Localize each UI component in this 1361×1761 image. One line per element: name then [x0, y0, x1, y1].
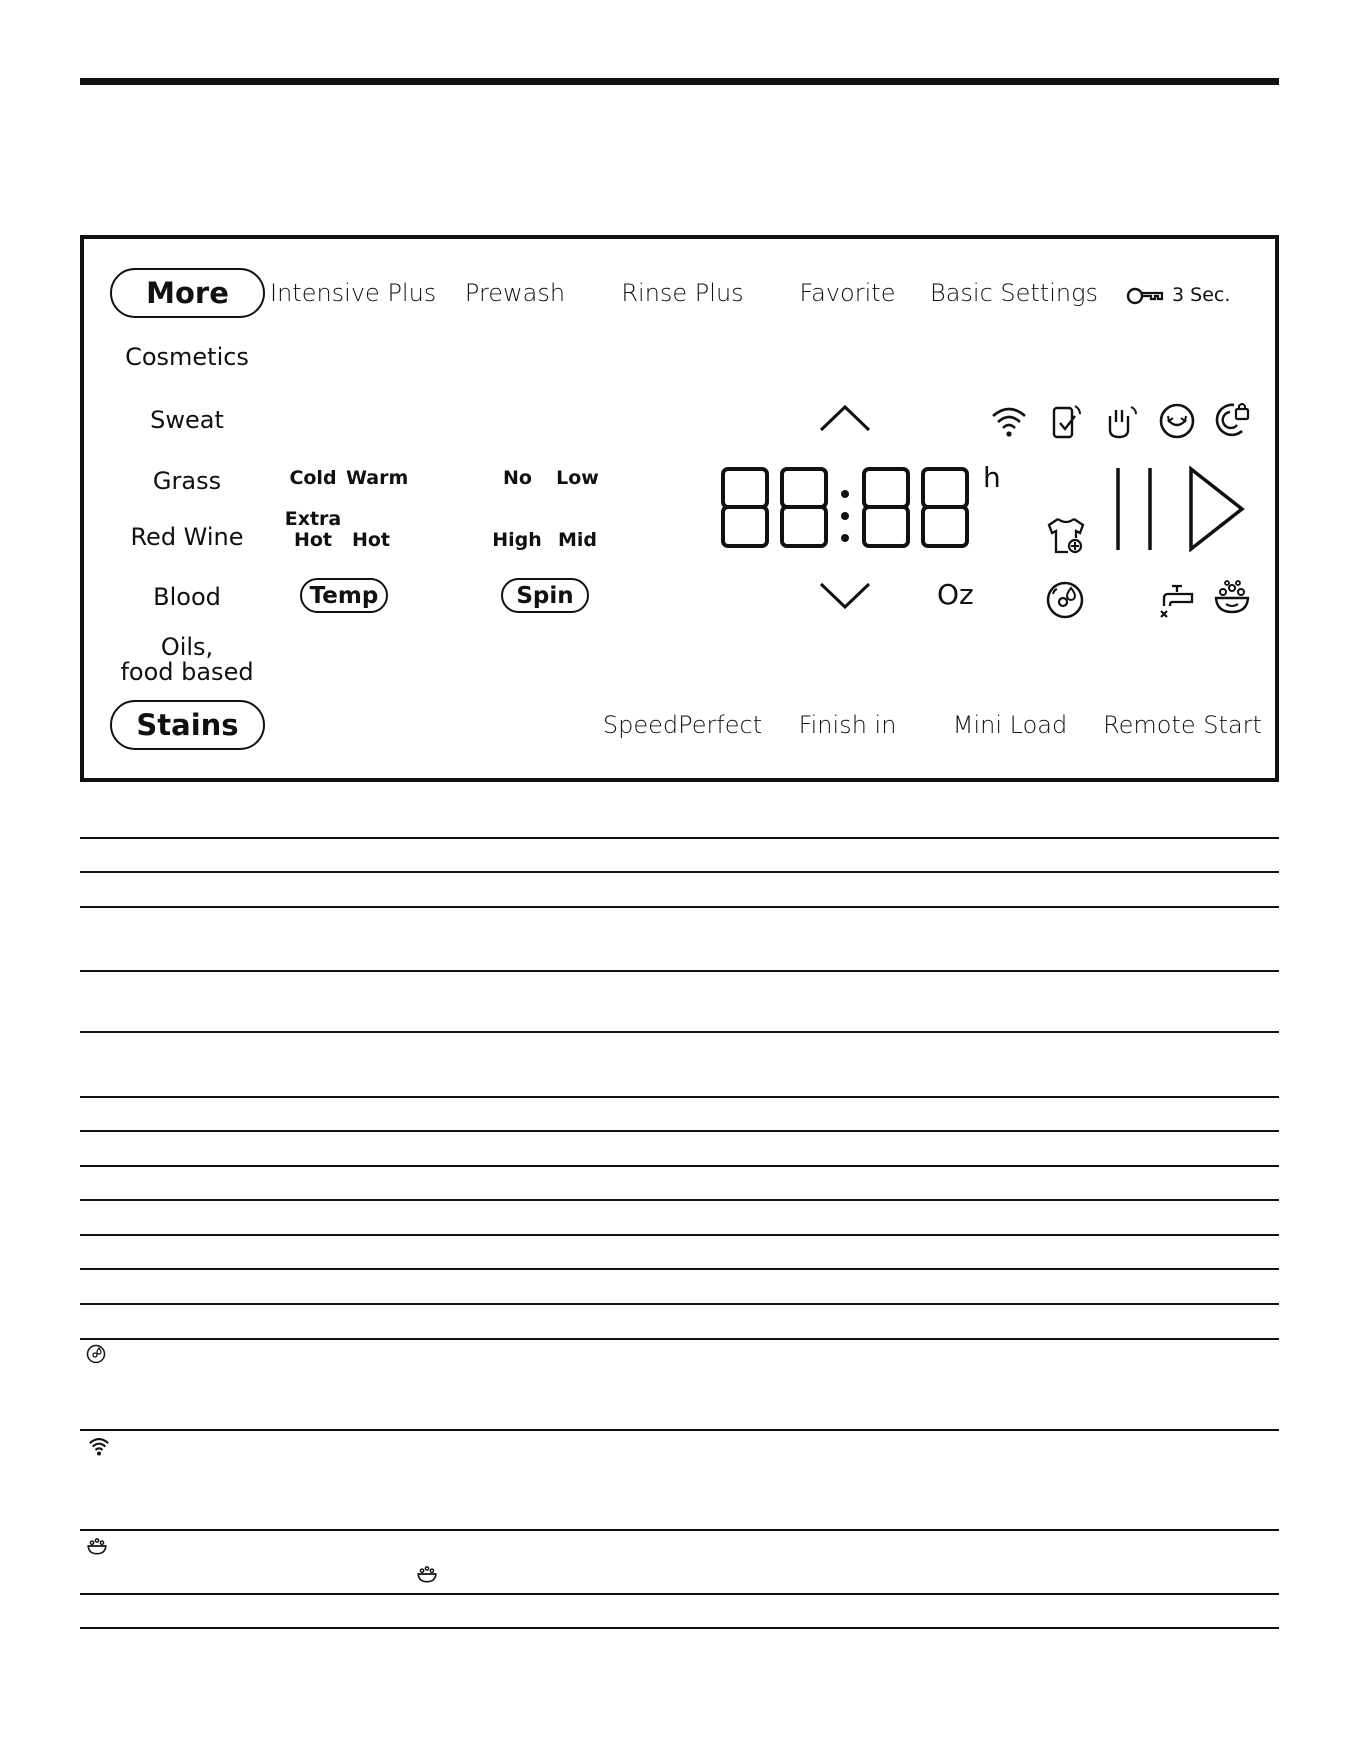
table-rule: [80, 1031, 1279, 1033]
table-rule: [80, 1234, 1279, 1236]
table-rule: [80, 1165, 1279, 1167]
hour-unit: h: [983, 461, 1001, 494]
stain-oils-line1[interactable]: Oils,: [160, 633, 214, 661]
down-arrow-icon[interactable]: [818, 581, 872, 611]
stain-cosmetics[interactable]: Cosmetics: [125, 343, 249, 371]
pause-icon[interactable]: [1110, 466, 1158, 552]
table-rule: [80, 1268, 1279, 1270]
digit-4: [923, 469, 967, 546]
option-speedperfect[interactable]: SpeedPerfect: [602, 711, 763, 739]
spin-high: High: [492, 529, 542, 551]
table-rule: [80, 1303, 1279, 1305]
drum-clean-bubbles-icon: [86, 1535, 108, 1557]
temp-button[interactable]: Temp: [300, 578, 388, 613]
key-icon: [1126, 285, 1164, 307]
table-rule: [80, 1338, 1279, 1340]
table-rule: [80, 1593, 1279, 1595]
wifi-icon: [990, 404, 1028, 438]
up-arrow-icon[interactable]: [818, 403, 872, 433]
option-finish-in[interactable]: Finish in: [798, 711, 897, 739]
temp-hot: Hot: [351, 529, 391, 551]
stain-oils-line2[interactable]: food based: [120, 658, 254, 686]
table-rule: [80, 970, 1279, 972]
table-rule: [80, 837, 1279, 839]
option-mini-load[interactable]: Mini Load: [952, 711, 1068, 739]
detergent-icon: [86, 1344, 106, 1364]
time-display: [720, 466, 975, 551]
child-lock-icon: [1212, 400, 1252, 440]
remote-hand-icon: [1105, 402, 1141, 440]
digit-2: [782, 469, 826, 546]
phone-check-icon: [1051, 402, 1085, 440]
play-icon[interactable]: [1188, 466, 1246, 552]
option-rinse-plus[interactable]: Rinse Plus: [621, 279, 744, 307]
control-panel: [80, 235, 1279, 782]
spin-mid: Mid: [557, 529, 598, 551]
drum-clean-bubbles-icon: [416, 1563, 438, 1585]
spin-no: No: [503, 467, 532, 489]
detergent-icon: [1045, 580, 1085, 620]
stains-button[interactable]: Stains: [110, 700, 265, 750]
option-intensive-plus[interactable]: Intensive Plus: [270, 279, 437, 307]
spin-low: Low: [556, 467, 599, 489]
stain-red-wine[interactable]: Red Wine: [130, 523, 244, 551]
option-prewash[interactable]: Prewash: [464, 279, 566, 307]
drum-clean-bubbles-icon: [1212, 578, 1252, 618]
table-rule: [80, 1429, 1279, 1431]
temp-cold: Cold: [289, 467, 337, 489]
table-rule: [80, 1627, 1279, 1629]
stain-sweat[interactable]: Sweat: [150, 406, 224, 434]
table-rule: [80, 906, 1279, 908]
table-rule: [80, 1529, 1279, 1531]
option-favorite[interactable]: Favorite: [799, 279, 896, 307]
stain-blood[interactable]: Blood: [153, 583, 221, 611]
table-rule: [80, 871, 1279, 873]
top-rule: [80, 78, 1279, 85]
table-rule: [80, 1096, 1279, 1098]
lock-hint: 3 Sec.: [1172, 284, 1231, 306]
temp-extra: Extra: [284, 508, 342, 530]
shirt-add-icon: [1046, 516, 1086, 556]
more-button[interactable]: More: [110, 268, 265, 318]
table-rule: [80, 1130, 1279, 1132]
drum-clean-icon: [1158, 402, 1196, 440]
spin-button[interactable]: Spin: [501, 578, 589, 613]
table-rule: [80, 1199, 1279, 1201]
water-tap-icon: [1158, 580, 1198, 620]
wifi-icon: [88, 1436, 110, 1456]
option-basic-settings[interactable]: Basic Settings: [930, 279, 1099, 307]
temp-extra-hot: Hot: [293, 529, 333, 551]
digit-3: [864, 469, 908, 546]
ounce-unit: Oz: [937, 578, 974, 611]
stain-grass[interactable]: Grass: [152, 467, 222, 495]
option-remote-start[interactable]: Remote Start: [1103, 711, 1262, 739]
temp-warm: Warm: [346, 467, 409, 489]
digit-1: [723, 469, 767, 546]
